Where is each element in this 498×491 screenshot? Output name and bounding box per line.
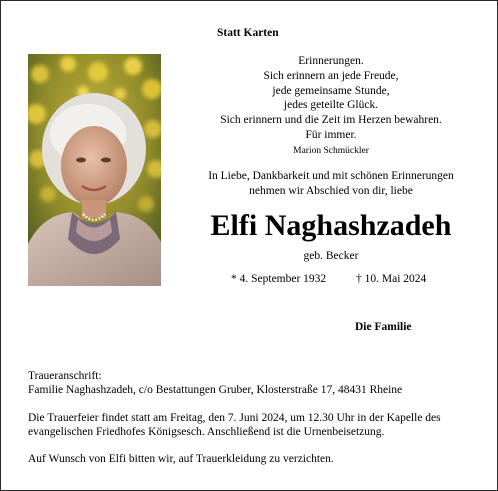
dress-note — [28, 452, 478, 466]
deceased-name: Elfi Naghashzadeh — [210, 209, 452, 242]
ceremony-line: Die Trauerfeier findet statt am Freitag, den 7. Juni 2024, um 12.30 Uhr in der Kapelle des — [28, 412, 441, 424]
address-line: Traueranschrift: — [28, 370, 102, 382]
farewell-intro — [191, 169, 471, 199]
ceremony-line: evangelischen Friedhofes Königsesch. Anschließend ist die Urnenbeisetzung. — [28, 426, 385, 439]
poem-line: jede gemeinsame Stunde, — [272, 84, 390, 97]
poem-line: Erinnerungen. — [298, 55, 364, 67]
ceremony-info — [28, 411, 478, 439]
poem-line: Für immer. — [305, 128, 357, 141]
address-line: Familie Naghashzadeh, c/o Bestattungen Gruber, Klosterstraße 17, 48431 Rheine — [28, 384, 403, 397]
poem-author: Marion Schmückler — [293, 145, 369, 156]
maiden-name: geb. Becker — [303, 250, 359, 262]
poem — [191, 54, 471, 158]
portrait-photo — [28, 54, 161, 286]
birth-date: * 4. September 1932 — [231, 273, 327, 285]
intro-line: In Liebe, Dankbarkeit und mit schönen Erinnerungen — [208, 170, 454, 182]
heading-statt-karten: Statt Karten — [217, 27, 279, 39]
poem-line: jedes geteilte Glück. — [283, 99, 379, 112]
intro-line: nehmen wir Abschied von dir, liebe — [249, 184, 413, 197]
note-line: Auf Wunsch von Elfi bitten wir, auf Trauerkleidung zu verzichten. — [28, 453, 334, 465]
poem-line: Sich erinnern an jede Freude, — [263, 69, 399, 82]
poem-line: Sich erinnern und die Zeit im Herzen bewahren. — [220, 114, 442, 127]
death-date: † 10. Mai 2024 — [356, 273, 427, 285]
mourning-address — [28, 369, 478, 397]
family-signature: Die Familie — [355, 321, 412, 333]
